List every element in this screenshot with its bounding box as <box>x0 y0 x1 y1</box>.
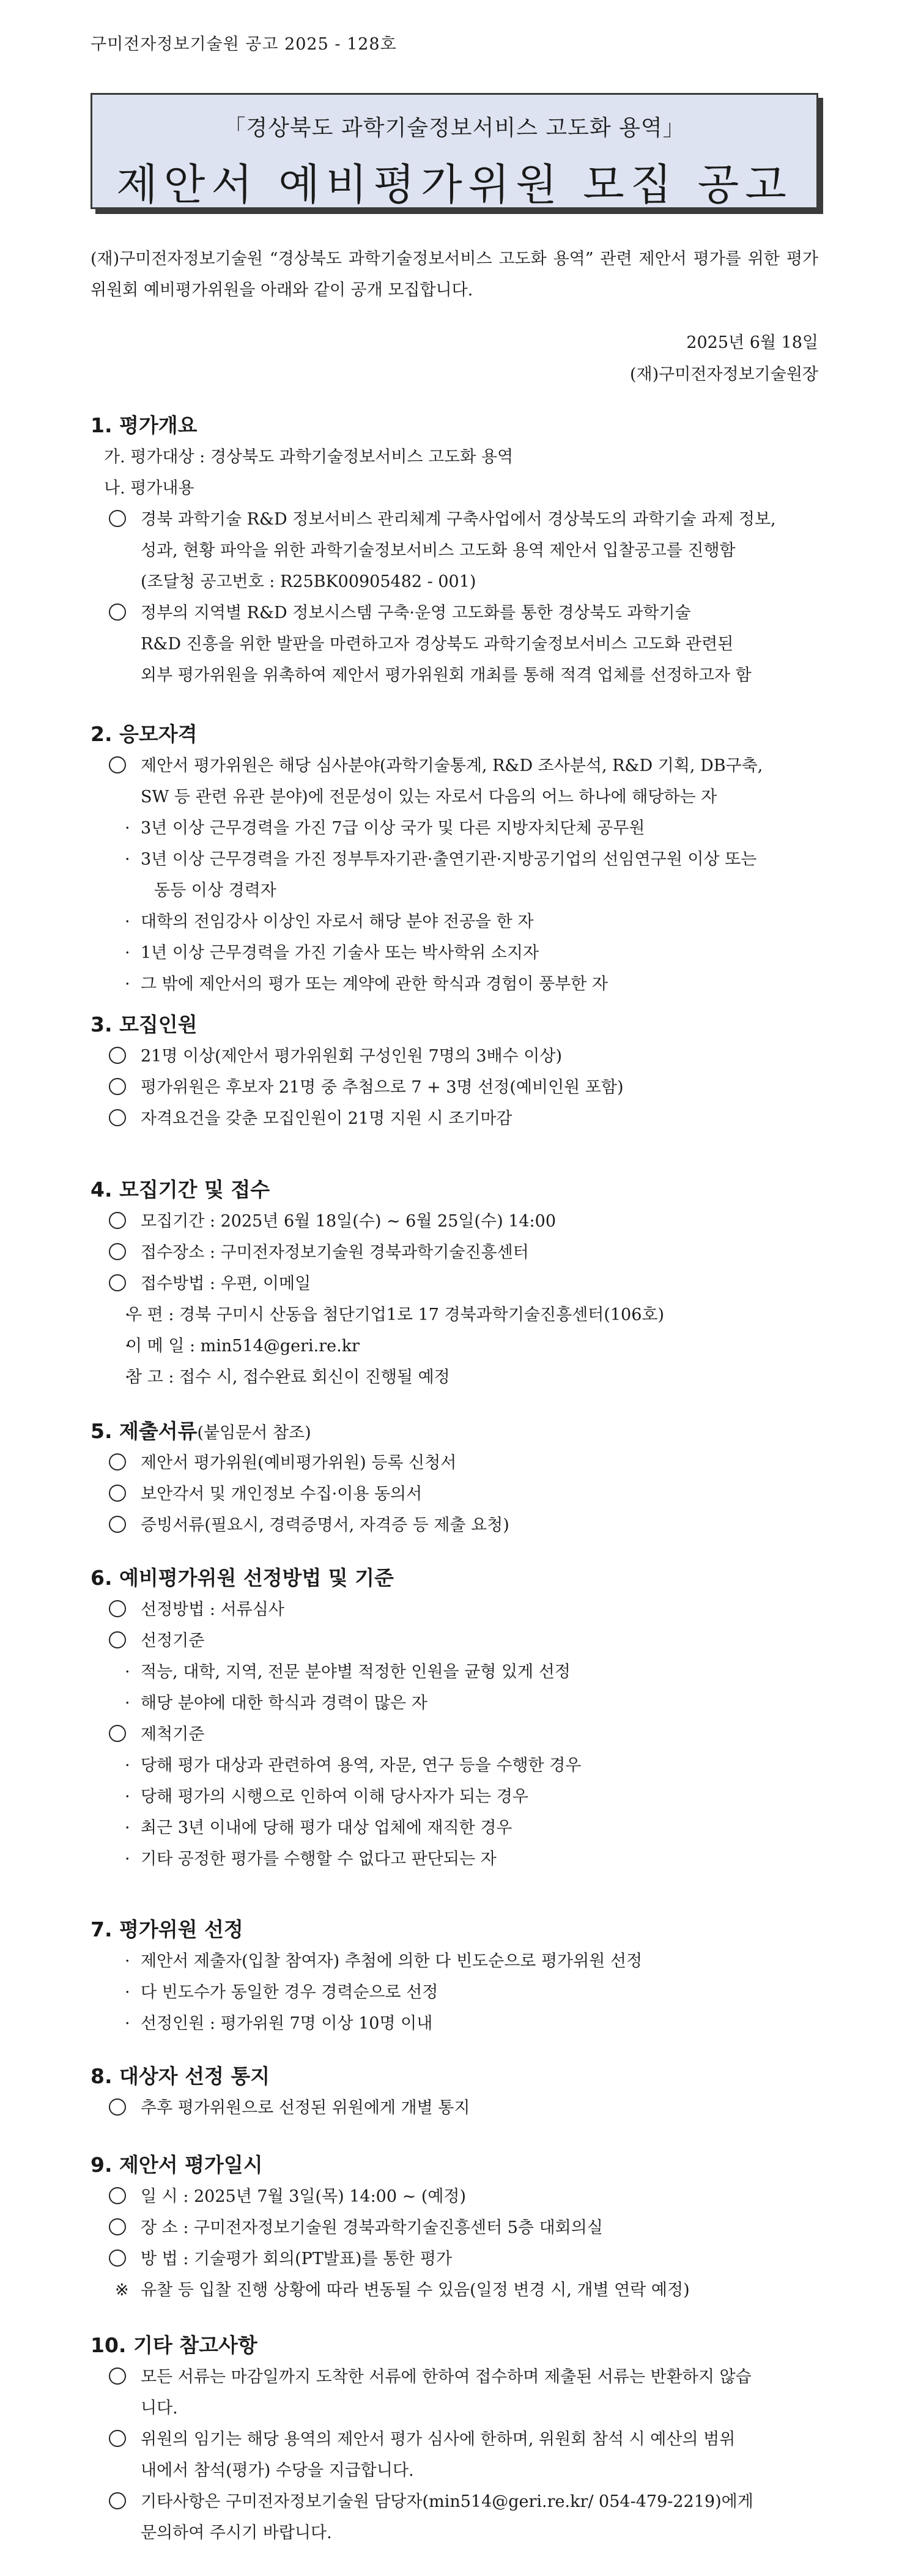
circle-bullet-icon <box>109 2492 126 2509</box>
bullet-item: · 기타 공정한 평가를 수행할 수 없다고 판단되는 자 <box>91 1843 824 1875</box>
list-item: 위원의 임기는 해당 용역의 제안서 평가 심사에 한하며, 위원회 참석 시 예산의 범위 <box>91 2424 824 2455</box>
heading-note: (붙임문서 참조) <box>197 1423 311 1442</box>
section-heading: 3. 모집인원 <box>91 1013 198 1036</box>
circle-bullet-icon <box>109 1516 126 1533</box>
list-item: 제안서 평가위원은 해당 심사분야(과학기술통계, R&D 조사분석, R&D 기획, DB구축, <box>91 750 824 781</box>
list-item: 추후 평가위원으로 선정된 위원에게 개별 통지 <box>91 2092 824 2124</box>
list-item: 경북 과학기술 R&D 정보서비스 관리체계 구축사업에서 경상북도의 과학기술 과제 정보, <box>91 504 824 535</box>
bullet-item: · 해당 분야에 대한 학식과 경력이 많은 자 <box>91 1688 824 1719</box>
section-heading: 6. 예비평가위원 선정방법 및 기준 <box>91 1566 394 1590</box>
circle-bullet-icon <box>109 1109 126 1126</box>
section-recruitment-count <box>91 1009 824 1134</box>
circle-bullet-icon <box>109 1078 126 1095</box>
list-item: 평가위원은 후보자 21명 중 추첨으로 7 + 3명 선정(예비인원 포함) <box>91 1072 824 1103</box>
circle-bullet-icon <box>109 1453 126 1471</box>
section-heading: 9. 제안서 평가일시 <box>91 2153 263 2177</box>
circle-bullet-icon <box>109 756 126 773</box>
list-item-continuation: (조달청 공고번호 : R25BK00905482 - 001) <box>141 572 476 591</box>
list-item: 장 소 : 구미전자정보기술원 경북과학기술진흥센터 5층 대회의실 <box>91 2212 824 2243</box>
issuer-name: (재)구미전자정보기술원장 <box>630 365 818 384</box>
section-evaluation-overview <box>91 410 824 691</box>
list-item: 증빙서류(필요시, 경력증명서, 자격증 등 제출 요청) <box>91 1510 824 1541</box>
list-item: 접수방법 : 우편, 이메일 <box>91 1268 824 1299</box>
note-item: ※ 유찰 등 입찰 진행 상황에 따라 변동될 수 있음(일정 변경 시, 개별 연락 예정) <box>91 2275 824 2306</box>
circle-bullet-icon <box>109 2218 126 2235</box>
circle-bullet-icon <box>109 1600 126 1617</box>
section-eligibility <box>91 718 824 1000</box>
list-item-continuation: R&D 진흥을 위한 발판을 마련하고자 경상북도 과학기술정보서비스 고도화 관련된 <box>141 635 734 654</box>
list-item: 일 시 : 2025년 7월 3일(목) 14:00 ~ (예정) <box>91 2181 824 2212</box>
section-heading: 2. 응모자격 <box>91 722 198 746</box>
title-subtitle: 「경상북도 과학기술정보서비스 고도화 용역」 <box>223 116 686 141</box>
section-heading: 8. 대상자 선정 통지 <box>91 2064 270 2088</box>
circle-bullet-icon <box>109 2187 126 2204</box>
list-item: 자격요건을 갖춘 모집인원이 21명 지원 시 조기마감 <box>91 1103 824 1134</box>
list-item-continuation: 성과, 현황 파악을 위한 과학기술정보서비스 고도화 용역 제안서 입찰공고를 진행함 <box>141 541 736 560</box>
bullet-item: · 적능, 대학, 지역, 전문 분야별 적정한 인원을 균형 있게 선정 <box>91 1656 824 1688</box>
list-item-continuation: 내에서 참석(평가) 수당을 지급합니다. <box>141 2461 414 2480</box>
circle-bullet-icon <box>109 1212 126 1229</box>
page-title: 제안서 예비평가위원 모집 공고 <box>116 160 793 210</box>
list-item: 방 법 : 기술평가 회의(PT발표)를 통한 평가 <box>91 2243 824 2275</box>
note-mark-icon: ※ <box>115 2281 129 2300</box>
section-committee-selection <box>91 1914 824 2039</box>
list-item: 21명 이상(제안서 평가위원회 구성인원 7명의 3배수 이상) <box>91 1041 824 1072</box>
section-application-period <box>91 1174 824 1393</box>
circle-bullet-icon <box>109 2367 126 2385</box>
bullet-item: · 3년 이상 근무경력을 가진 정부투자기관·출연기관·지방공기업의 선임연구원 이상 또는 <box>91 844 824 875</box>
section-heading: 4. 모집기간 및 접수 <box>91 1178 270 1201</box>
circle-bullet-icon <box>109 1485 126 1502</box>
section-heading: 1. 평가개요 <box>91 413 198 437</box>
section-heading: 5. 제출서류(붙임문서 참조) <box>91 1419 311 1443</box>
bullet-item: · 3년 이상 근무경력을 가진 7급 이상 국가 및 다른 지방자치단체 공무원 <box>91 813 824 844</box>
bullet-item: · 1년 이상 근무경력을 가진 기술사 또는 박사학위 소지자 <box>91 937 824 969</box>
evaluation-content-label: 나. 평가내용 <box>104 479 194 498</box>
circle-bullet-icon <box>109 2249 126 2267</box>
circle-bullet-icon <box>109 1243 126 1260</box>
bullet-item-continuation: 동등 이상 경력자 <box>154 881 276 900</box>
list-item: 제척기준 <box>91 1719 824 1750</box>
circle-bullet-icon <box>109 1725 126 1742</box>
list-item: 보안각서 및 개인정보 수집·이용 동의서 <box>91 1478 824 1510</box>
list-item: 기타사항은 구미전자정보기술원 담당자(min514@geri.re.kr/ 054-479-2219)에게 <box>91 2486 824 2517</box>
section-selection-method <box>91 1562 824 1875</box>
mail-address: · 우 편 : 경북 구미시 산동읍 첨단기업1로 17 경북과학기술진흥센터(106호) <box>91 1299 824 1330</box>
bullet-item: · 선정인원 : 평가위원 7명 이상 10명 이내 <box>91 2008 824 2039</box>
section-notification <box>91 2061 824 2124</box>
reference-note: · 참 고 : 접수 시, 접수완료 회신이 진행될 예정 <box>91 1362 824 1393</box>
bullet-item: · 대학의 전임강사 이상인 자로서 해당 분야 전공을 한 자 <box>91 906 824 937</box>
list-item: 정부의 지역별 R&D 정보시스템 구축·운영 고도화를 통한 경상북도 과학기술 <box>91 597 824 629</box>
title-box <box>91 93 818 209</box>
list-item: 접수장소 : 구미전자정보기술원 경북과학기술진흥센터 <box>91 1237 824 1268</box>
email-address: · 이 메 일 : min514@geri.re.kr <box>91 1330 824 1362</box>
section-heading: 7. 평가위원 선정 <box>91 1917 243 1941</box>
bullet-item: · 당해 평가 대상과 관련하여 용역, 자문, 연구 등을 수행한 경우 <box>91 1750 824 1781</box>
list-item: 모든 서류는 마감일까지 도착한 서류에 한하여 접수하며 제출된 서류는 반환하지 않습 <box>91 2361 824 2393</box>
bullet-item: · 다 빈도수가 동일한 경우 경력순으로 선정 <box>91 1977 824 2008</box>
bullet-item: · 그 밖에 제안서의 평가 또는 계약에 관한 학식과 경험이 풍부한 자 <box>91 969 824 1000</box>
list-item: 선정방법 : 서류심사 <box>91 1594 824 1625</box>
announcement-date: 2025년 6월 18일 <box>686 333 818 352</box>
section-evaluation-schedule <box>91 2149 824 2306</box>
circle-bullet-icon <box>109 2098 126 2116</box>
list-item: 제안서 평가위원(예비평가위원) 등록 신청서 <box>91 1447 824 1478</box>
list-item-continuation: 외부 평가위원을 위촉하여 제안서 평가위원회 개최를 통해 적격 업체를 선정하고자 함 <box>141 666 752 685</box>
list-item-continuation: 문의하여 주시기 바랍니다. <box>141 2523 332 2542</box>
bullet-item: · 당해 평가의 시행으로 인하여 이해 당사자가 되는 경우 <box>91 1781 824 1812</box>
section-other-notes <box>91 2330 824 2548</box>
document-number: 구미전자정보기술원 공고 2025 - 128호 <box>91 35 397 54</box>
section-heading: 10. 기타 참고사항 <box>91 2333 257 2357</box>
bullet-item: · 최근 3년 이내에 당해 평가 대상 업체에 재직한 경우 <box>91 1812 824 1843</box>
circle-bullet-icon <box>109 1047 126 1064</box>
list-item: 선정기준 <box>91 1625 824 1656</box>
list-item-continuation: 니다. <box>141 2399 178 2418</box>
circle-bullet-icon <box>109 1274 126 1291</box>
section-required-documents <box>91 1415 824 1541</box>
intro-paragraph: (재)구미전자정보기술원 “경상북도 과학기술정보서비스 고도화 용역” 관련 제안서 평가를 위한 평가위원회 예비평가위원을 아래와 같이 공개 모집합니다. <box>91 249 818 300</box>
circle-bullet-icon <box>109 1631 126 1648</box>
evaluation-target: 가. 평가대상 : 경상북도 과학기술정보서비스 고도화 용역 <box>104 448 514 467</box>
circle-bullet-icon <box>109 510 126 527</box>
list-item-continuation: SW 등 관련 유관 분야)에 전문성이 있는 자로서 다음의 어느 하나에 해당하는 자 <box>141 788 717 806</box>
circle-bullet-icon <box>109 603 126 621</box>
list-item: 모집기간 : 2025년 6월 18일(수) ~ 6월 25일(수) 14:00 <box>91 1206 824 1237</box>
bullet-item: · 제안서 제출자(입찰 참여자) 추첨에 의한 다 빈도순으로 평가위원 선정 <box>91 1946 824 1977</box>
circle-bullet-icon <box>109 2430 126 2447</box>
